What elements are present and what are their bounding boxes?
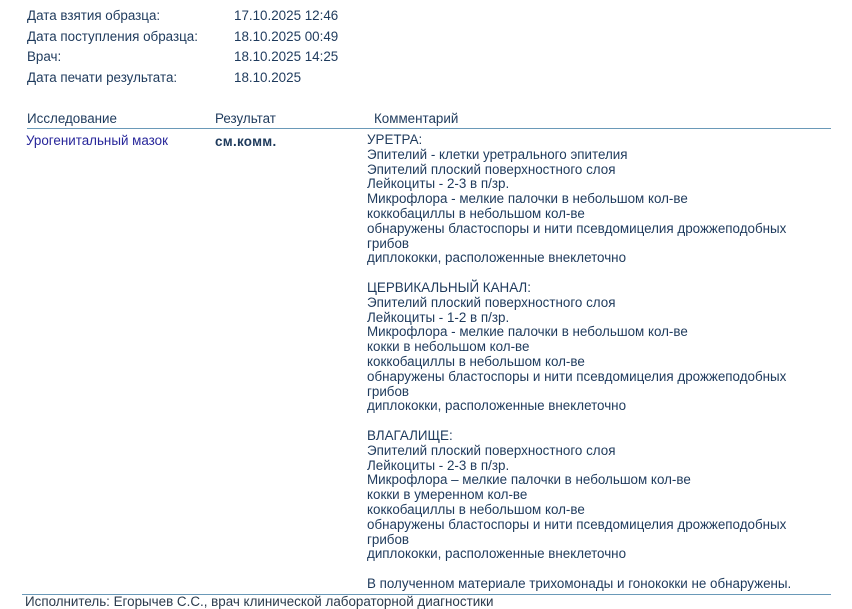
comment-line: Лейкоциты - 1-2 в п/зр. <box>367 309 510 325</box>
comment-line: Эпителий плоский поверхностного слоя <box>367 161 616 177</box>
comment-line: обнаружены бластоспоры и нити псевдомицелия дрожжеподобных <box>367 516 787 532</box>
column-header-result: Результат <box>215 111 276 126</box>
column-header-comment: Комментарий <box>374 111 459 126</box>
meta-value: 17.10.2025 12:46 <box>234 8 339 23</box>
meta-row-sample-taken <box>27 6 338 27</box>
comment-line: коккобациллы в небольшом кол-ве <box>367 205 585 221</box>
comment-line: коккобациллы в небольшом кол-ве <box>367 353 585 369</box>
results-table-header <box>27 110 831 129</box>
meta-label: Дата поступления образца: <box>27 28 198 44</box>
comment-line: диплококки, расположенные внеклеточно <box>367 250 627 266</box>
meta-label: Дата печати результата: <box>27 69 178 85</box>
comment-line: грибов <box>367 383 410 399</box>
meta-row-doctor <box>27 47 338 68</box>
comment-line: Лейкоциты - 2-3 в п/зр. <box>367 457 510 473</box>
comment-line: обнаружены бластоспоры и нити псевдомицелия дрожжеподобных <box>367 368 787 384</box>
meta-row-print-date <box>27 68 338 89</box>
comment-line: Эпителий плоский поверхностного слоя <box>367 294 616 310</box>
meta-value: 18.10.2025 14:25 <box>234 49 339 64</box>
study-name: Урогенитальный мазок <box>26 133 168 148</box>
comment-line: ВЛАГАЛИЩЕ: <box>367 427 453 443</box>
comment-line: УРЕТРА: <box>367 132 423 147</box>
comment-line: диплококки, расположенные внеклеточно <box>367 546 627 562</box>
comment-line: Микрофлора - мелкие палочки в небольшом кол-ве <box>367 324 688 340</box>
comment-line: Эпителий плоский поверхностного слоя <box>367 442 616 458</box>
meta-value: 18.10.2025 <box>234 69 302 85</box>
comment-line: грибов <box>367 531 410 547</box>
column-header-study: Исследование <box>27 111 117 126</box>
comment-spacer <box>367 562 837 577</box>
comment-spacer <box>367 266 837 281</box>
sample-meta <box>27 6 338 88</box>
footer-executor: Исполнитель: Егорычев С.С., врач клинической лабораторной диагностики <box>25 594 494 609</box>
meta-value: 18.10.2025 00:49 <box>234 28 339 44</box>
comment-line: Лейкоциты - 2-3 в п/зр. <box>367 176 510 192</box>
meta-label: Врач: <box>27 49 62 64</box>
result-value: см.комм. <box>215 134 277 149</box>
comment-line: Эпителий - клетки уретрального эпителия <box>367 146 628 162</box>
comment-line: коккобациллы в небольшом кол-ве <box>367 501 585 517</box>
comment-line: кокки в умеренном кол-ве <box>367 487 528 503</box>
comment-spacer <box>367 414 837 429</box>
comment-line: диплококки, расположенные внеклеточно <box>367 398 627 414</box>
comment-line: ЦЕРВИКАЛЬНЫЙ КАНАЛ: <box>367 279 531 295</box>
comment-block <box>367 133 837 592</box>
meta-label: Дата взятия образца: <box>27 8 161 23</box>
comment-line: грибов <box>367 235 410 251</box>
comment-line: В полученном материале трихомонады и гонококки не обнаружены. <box>367 575 792 591</box>
comment-line: Микрофлора – мелкие палочки в небольшом кол-ве <box>367 472 691 488</box>
comment-line: кокки в небольшом кол-ве <box>367 339 530 355</box>
meta-row-sample-received <box>27 27 338 48</box>
footer-clip <box>25 594 825 609</box>
comment-line: обнаружены бластоспоры и нити псевдомицелия дрожжеподобных <box>367 220 787 236</box>
comment-line: Микрофлора - мелкие палочки в небольшом кол-ве <box>367 191 688 207</box>
